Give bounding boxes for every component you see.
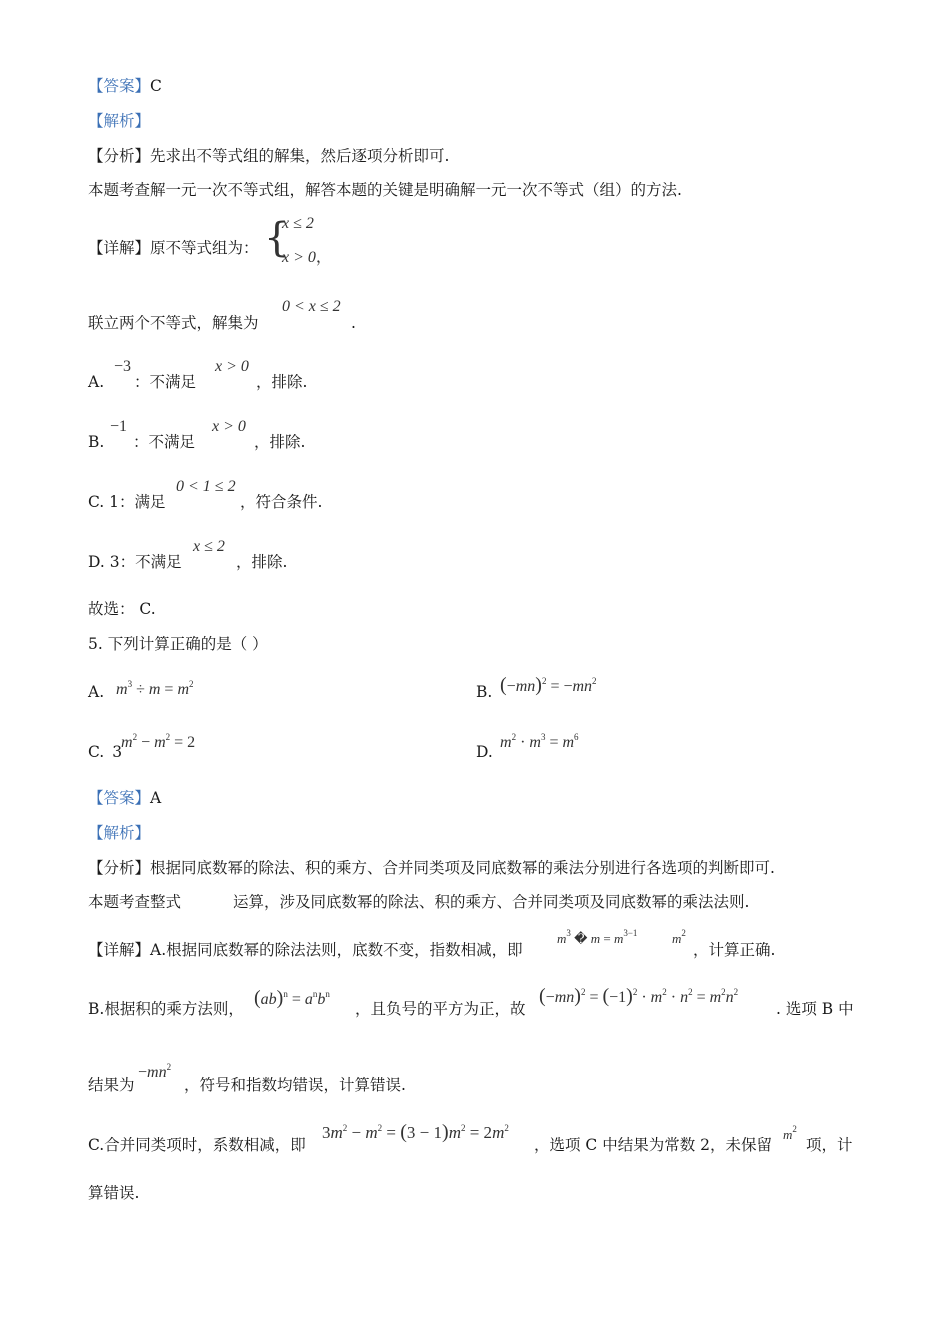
answer-value: C <box>150 77 162 95</box>
question-5-stem: 5. 下列计算正确的是（ ） <box>88 635 268 653</box>
union-text: 联立两个不等式，解集为 <box>88 314 259 332</box>
option-c-end: ，符合条件. <box>240 493 323 511</box>
q5-option-b-label: B. <box>476 683 493 701</box>
detail-a-line <box>88 940 523 960</box>
system-line-2 <box>282 244 332 267</box>
option-a-end: ，排除. <box>256 373 308 391</box>
fenxi-line-2 <box>88 858 775 878</box>
calc-error-line: 算错误. <box>88 1184 140 1202</box>
detail-a-result: $m^2$ <box>672 928 686 946</box>
fenxi-text: 先求出不等式组的解集，然后逐项分析即可. <box>150 147 450 165</box>
q5-option-d-label: D. <box>476 743 493 761</box>
system-tail: ， <box>315 249 332 266</box>
q5-option-a-label: A. <box>88 683 105 701</box>
analysis-tag: 【解析】 <box>88 112 151 130</box>
result-text: 结果为 <box>88 1076 135 1094</box>
option-c-prefix: C. 1：满足 <box>88 493 166 511</box>
system-line-1: x ≤ 2 <box>282 215 314 232</box>
union-line <box>88 313 259 333</box>
detail-b-mid: ，且负号的平方为正，故 <box>355 1000 526 1018</box>
option-a-mid: ：不满足 <box>134 373 197 391</box>
detail-b-text: B.根据积的乘方法则， <box>88 1000 244 1018</box>
fenxi-text-2: 根据同底数幂的除法、积的乘方、合并同类项及同底数幂的乘法分别进行各选项的判断即可. <box>150 859 775 877</box>
answer-line <box>88 76 162 96</box>
option-b-value: −1 <box>110 418 128 435</box>
option-d-prefix: D. 3：不满足 <box>88 553 182 571</box>
topic-line-2a: 本题考查整式 <box>88 893 182 911</box>
q5-option-c-label <box>88 742 122 762</box>
result-end: ，符号和指数均错误，计算错误. <box>184 1076 406 1094</box>
detail-text: 原不等式组为： <box>150 239 259 257</box>
detail-c-mid: ，选项 C 中结果为常数 2，未保留 <box>534 1136 773 1154</box>
system-line-2-math: x > 0 <box>282 249 316 266</box>
detail-line <box>88 238 259 258</box>
option-b-label: B. <box>88 433 105 451</box>
q5-option-b-math: $(-mn)^2 = -mn^2$ <box>500 674 597 696</box>
fenxi-tag-2: 【分析】 <box>88 859 151 877</box>
detail-tag-2: 【详解】 <box>88 941 151 959</box>
detail-b-end: . 选项 B 中 <box>776 1000 854 1018</box>
q5-option-d-math: $m^2 \cdot m^3 = m^6$ <box>500 732 579 751</box>
option-a-cond: x > 0 <box>215 358 249 375</box>
option-b-mid: ：不满足 <box>133 433 196 451</box>
topic-line: 本题考查解一元一次不等式组，解答本题的关键是明确解一元一次不等式（组）的方法. <box>88 181 682 199</box>
fenxi-tag: 【分析】 <box>88 147 151 165</box>
detail-tag: 【详解】 <box>88 239 151 257</box>
result-math: $-mn^2$ <box>138 1062 172 1081</box>
q5-option-c-letter: C. <box>88 743 105 761</box>
detail-c-end: 项，计 <box>806 1136 853 1154</box>
topic-line-2b: 运算，涉及同底数幂的除法、积的乘方、合并同类项及同底数幂的乘法法则. <box>233 893 750 911</box>
answer-line-2 <box>88 788 161 808</box>
choose-line: 故选： C. <box>88 600 156 618</box>
answer-value-2: A <box>150 789 162 807</box>
option-a-value: −3 <box>114 358 132 375</box>
option-b-end: ，排除. <box>254 433 306 451</box>
answer-tag: 【答案】 <box>88 77 151 95</box>
detail-c-math: $3m^2 - m^2 = (3 - 1)m^2 = 2m^2$ <box>322 1121 509 1143</box>
analysis-tag-2: 【解析】 <box>88 824 151 842</box>
q5-option-a-math: $m^3 \div m = m^2$ <box>116 679 194 698</box>
q5-option-c-coef: 3 <box>112 743 123 761</box>
option-d-end: ，排除. <box>236 553 288 571</box>
system-brace: { <box>264 215 290 261</box>
answer-tag-2: 【答案】 <box>88 789 151 807</box>
q5-option-c-math: $m^2 - m^2 = 2$ <box>121 732 196 751</box>
fenxi-line <box>88 146 449 166</box>
detail-a-math: $m^3$ � $m = m^{3-1}$ <box>557 928 638 946</box>
detail-a-end: ，计算正确. <box>693 941 776 959</box>
option-a-label: A. <box>88 373 105 391</box>
option-c-cond: 0 < 1 ≤ 2 <box>176 478 236 495</box>
detail-c-m2: $m^2$ <box>783 1124 797 1142</box>
detail-a-text: A.根据同底数幂的除法法则，底数不变，指数相减，即 <box>150 941 523 959</box>
union-tail: . <box>351 314 356 332</box>
detail-b-rule: $(ab)^n = a^nb^n$ <box>254 987 330 1009</box>
union-math: 0 < x ≤ 2 <box>282 298 341 315</box>
option-d-cond: x ≤ 2 <box>193 538 225 555</box>
option-b-cond: x > 0 <box>212 418 246 435</box>
detail-b-calc: $(-mn)^2 = (-1)^2 \cdot m^2 \cdot n^2 = m^2n^2$ <box>539 985 739 1007</box>
detail-c-text: C.合并同类项时，系数相减，即 <box>88 1136 306 1154</box>
